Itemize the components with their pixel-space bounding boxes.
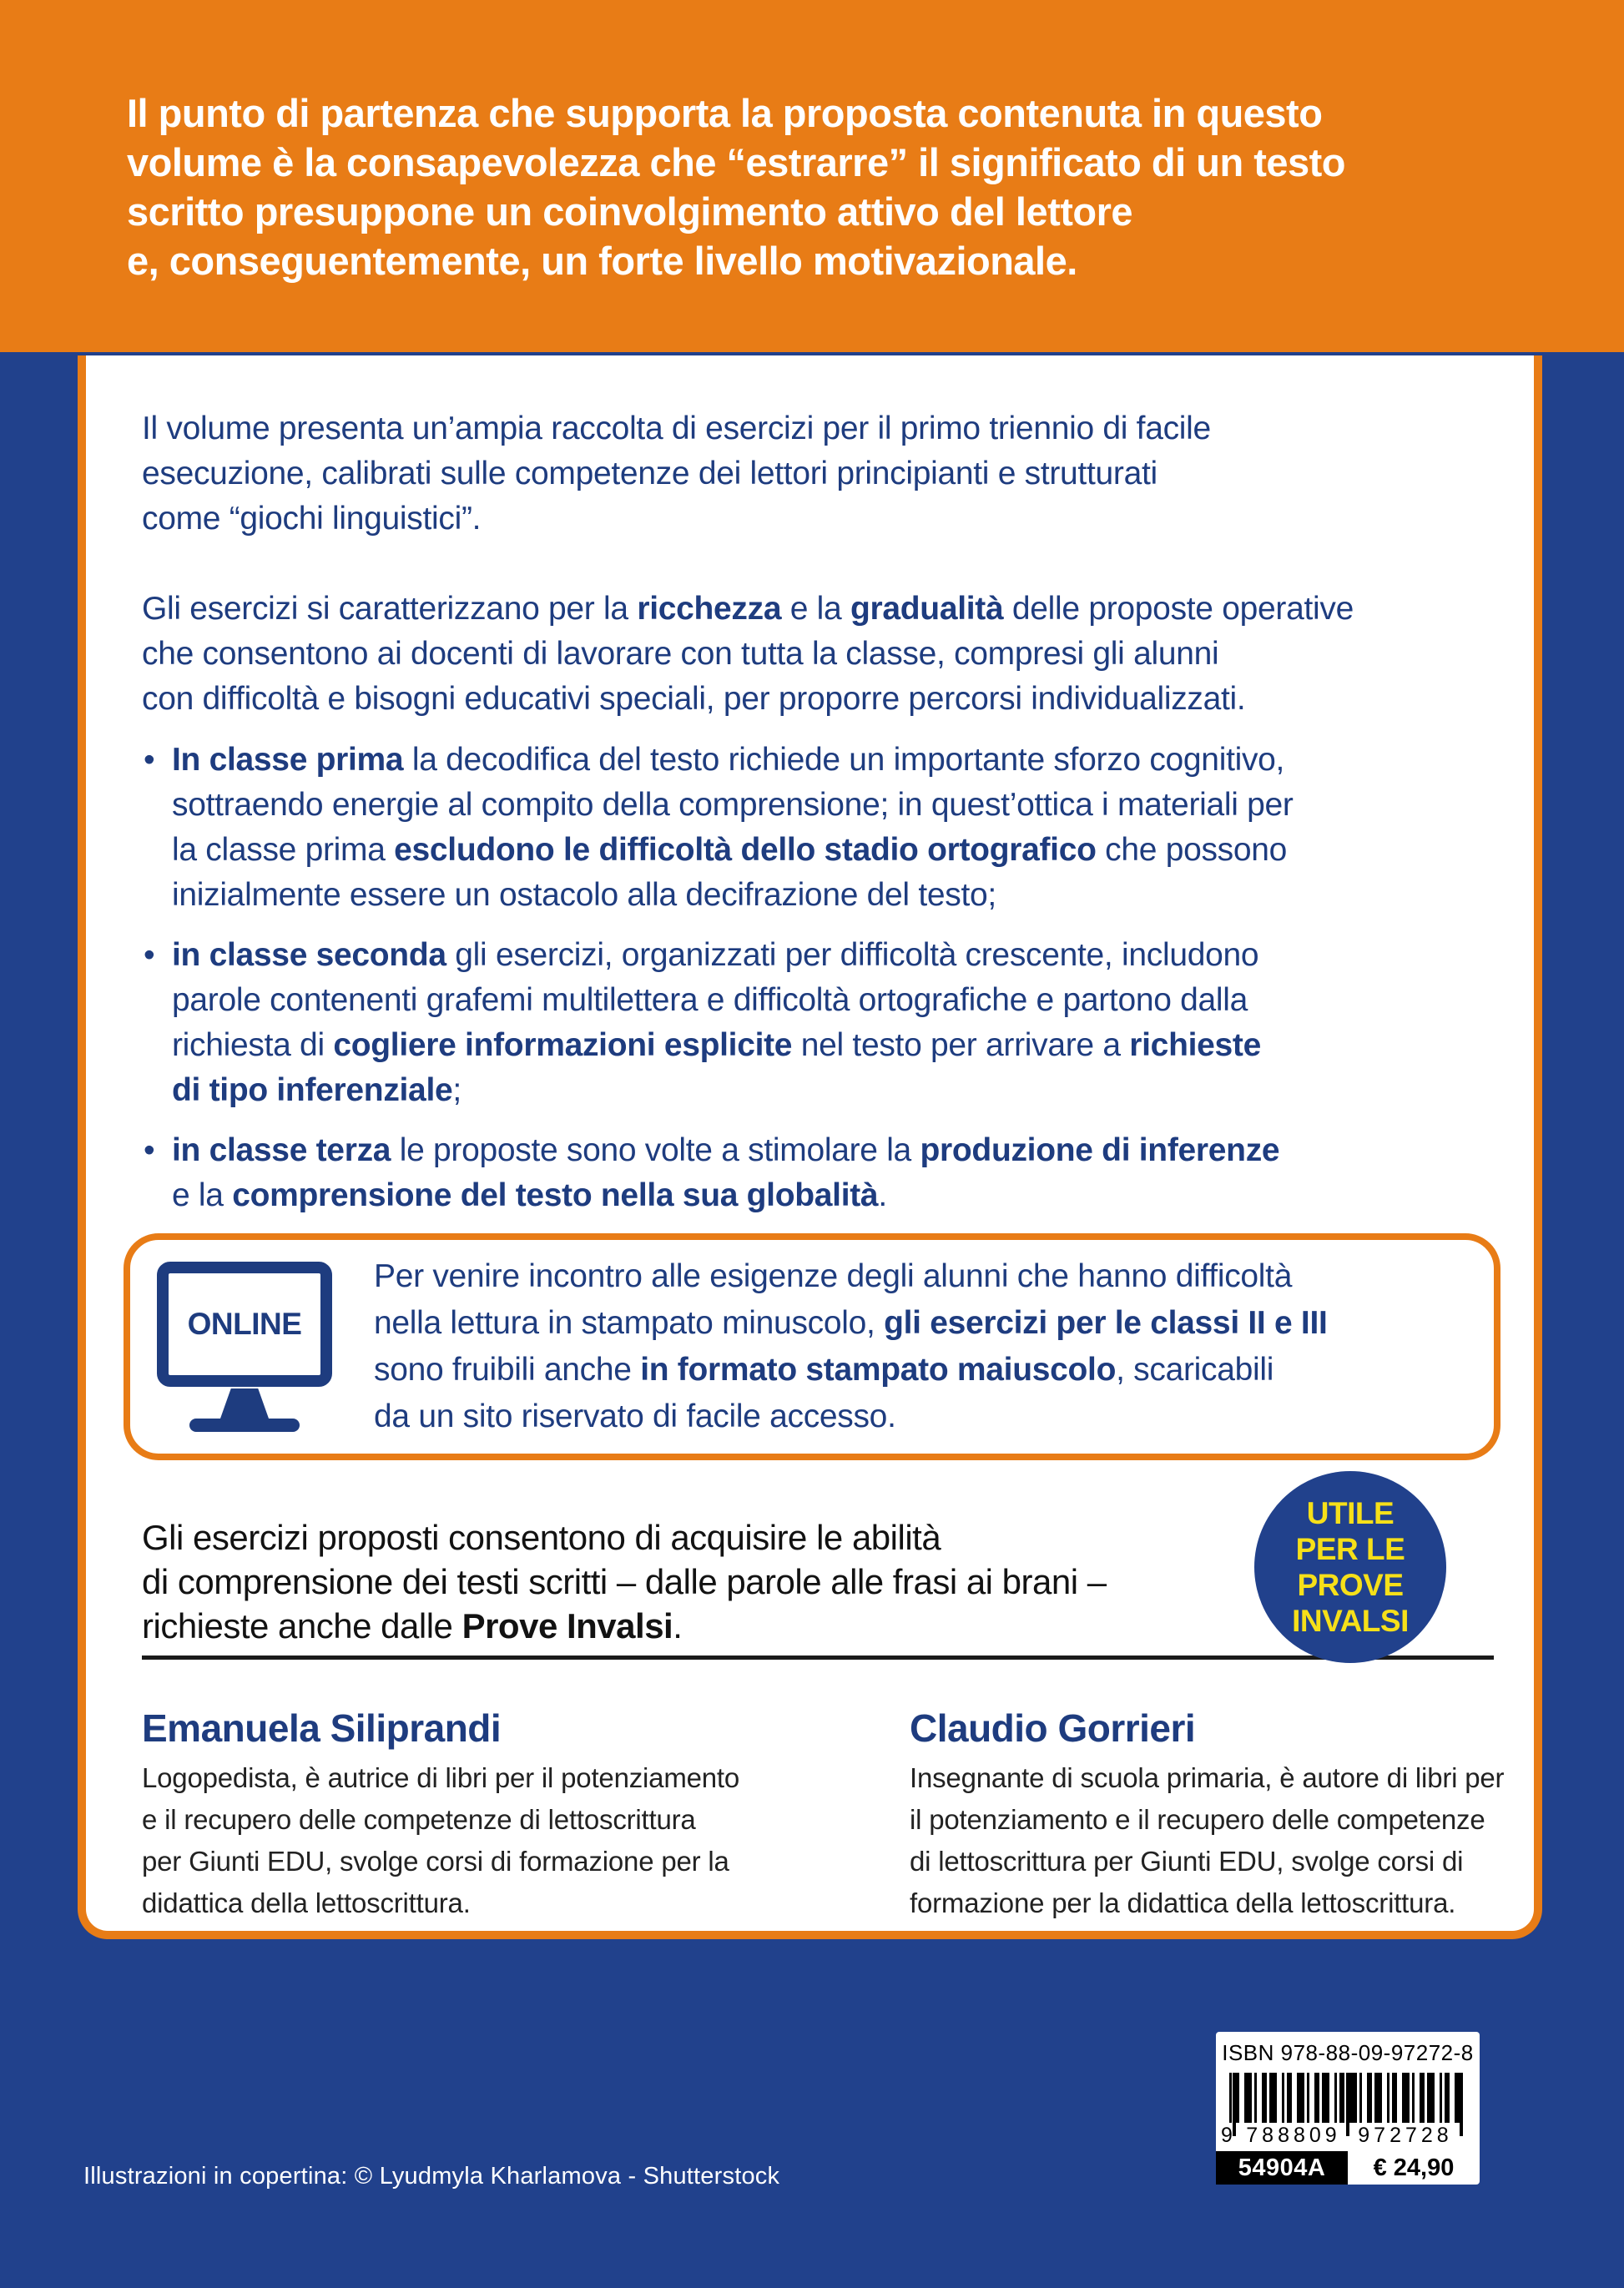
- barcode-digit-lead: 9: [1221, 2124, 1233, 2147]
- bullet-classe-terza: • in classe terza le proposte sono volte a stimolare la produzione di inferenze e la comprensione del testo nella sua globalità.: [142, 1128, 1494, 1218]
- isbn-number: ISBN 978-88-09-97272-8: [1222, 2040, 1474, 2065]
- online-label: ONLINE: [187, 1307, 302, 1341]
- header-band: [0, 0, 1624, 352]
- author-name: Claudio Gorrieri: [910, 1706, 1196, 1750]
- divider-line: [142, 1656, 1494, 1660]
- author-siliprandi: [142, 1706, 876, 1924]
- online-callout-box: [124, 1233, 1500, 1460]
- barcode-block: [1216, 2032, 1480, 2185]
- content-card: [78, 355, 1542, 1939]
- authors-section: [142, 1706, 1505, 1924]
- monitor-base: [189, 1419, 300, 1432]
- badge-line: UTILE: [1306, 1496, 1395, 1530]
- badge-line: INVALSI: [1292, 1604, 1409, 1638]
- price-label: € 24,90: [1348, 2151, 1480, 2185]
- invalsi-note: Gli esercizi proposti consentono di acquisire le abilità di comprensione dei testi scritti – dalle parole alle frasi ai brani – richieste anche dalle Prove Invalsi.: [142, 1518, 1107, 1645]
- monitor-icon: [157, 1262, 332, 1432]
- header-text: Il punto di partenza che supporta la proposta contenuta in questo volume è la consapevolezza che “estrarre” il significato di un testo scritto presuppone un coinvolgimento attivo del lettore e, conseguentemente, un forte livello motivazionale.: [127, 91, 1346, 283]
- intro-paragraph: Il volume presenta un’ampia raccolta di esercizi per il primo triennio di facile esecuzione, calibrati sulle competenze dei lettori principianti e strutturati come “giochi linguistici”.: [142, 411, 1211, 537]
- monitor-stand: [220, 1388, 269, 1419]
- author-bio: Insegnante di scuola primaria, è autore di libri per il potenziamento e il recupero delle competenze di lettoscrittura per Giunti EDU, svolge corsi di formazione per la didattica della lettoscrittura.: [910, 1762, 1505, 1918]
- monitor-screen: [157, 1262, 332, 1387]
- barcode-guard-middle: [1346, 2073, 1349, 2136]
- badge-line: PER LE: [1295, 1532, 1405, 1566]
- barcode-panel: [1216, 2032, 1480, 2151]
- features-paragraph: Gli esercizi si caratterizzano per la ricchezza e la gradualità delle proposte operative che consentono ai docenti di lavorare con tutta la classe, compresi gli alunni con difficoltà e bisogni educativi speciali, per proporre percorsi individualizzati.: [142, 591, 1354, 717]
- card-content: [142, 355, 1505, 1924]
- bullet-classe-seconda: • in classe seconda gli esercizi, organizzati per difficoltà crescente, includono parole contenenti grafemi multilettera e difficoltà ortografiche e partono dalla richiesta di cogliere informazioni esplicite nel testo per arrivare a richieste di tipo inferenziale;: [142, 933, 1494, 1113]
- bullet-list: [142, 738, 1494, 1218]
- barcode: [1228, 2073, 1468, 2123]
- product-code: 54904A: [1216, 2151, 1348, 2185]
- invalsi-badge: [1254, 1471, 1446, 1663]
- barcode-guard-right: [1460, 2073, 1463, 2136]
- barcode-guard-left: [1233, 2073, 1236, 2136]
- author-bio: Logopedista, è autrice di libri per il potenziamento e il recupero delle competenze di lettoscrittura per Giunti EDU, svolge corsi di formazione per la didattica della lettoscrittura.: [142, 1762, 740, 1918]
- bullet-classe-prima: • In classe prima la decodifica del testo richiede un importante sforzo cognitivo, sottraendo energie al compito della comprensione; in quest’ottica i materiali per la classe prima escludono le difficoltà dello stadio ortografico che possono inizialmente essere un ostacolo alla decifrazione del testo;: [142, 738, 1494, 918]
- code-price-row: [1216, 2151, 1480, 2185]
- author-name: Emanuela Siliprandi: [142, 1706, 502, 1750]
- badge-line: PROVE: [1297, 1568, 1404, 1602]
- barcode-digit-group: 972728: [1358, 2124, 1453, 2147]
- online-text: Per venire incontro alle esigenze degli alunni che hanno difficoltà nella lettura in stampato minuscolo, gli esercizi per le classi II e III sono fruibili anche in formato stampato maiuscolo, scaricabili da un sito riservato di facile accesso.: [374, 1258, 1328, 1434]
- barcode-digit-group: 788809: [1246, 2124, 1341, 2147]
- cover-credit: Illustrazioni in copertina: © Lyudmyla Kharlamova - Shutterstock: [83, 2163, 780, 2190]
- author-gorrieri: [910, 1706, 1504, 1924]
